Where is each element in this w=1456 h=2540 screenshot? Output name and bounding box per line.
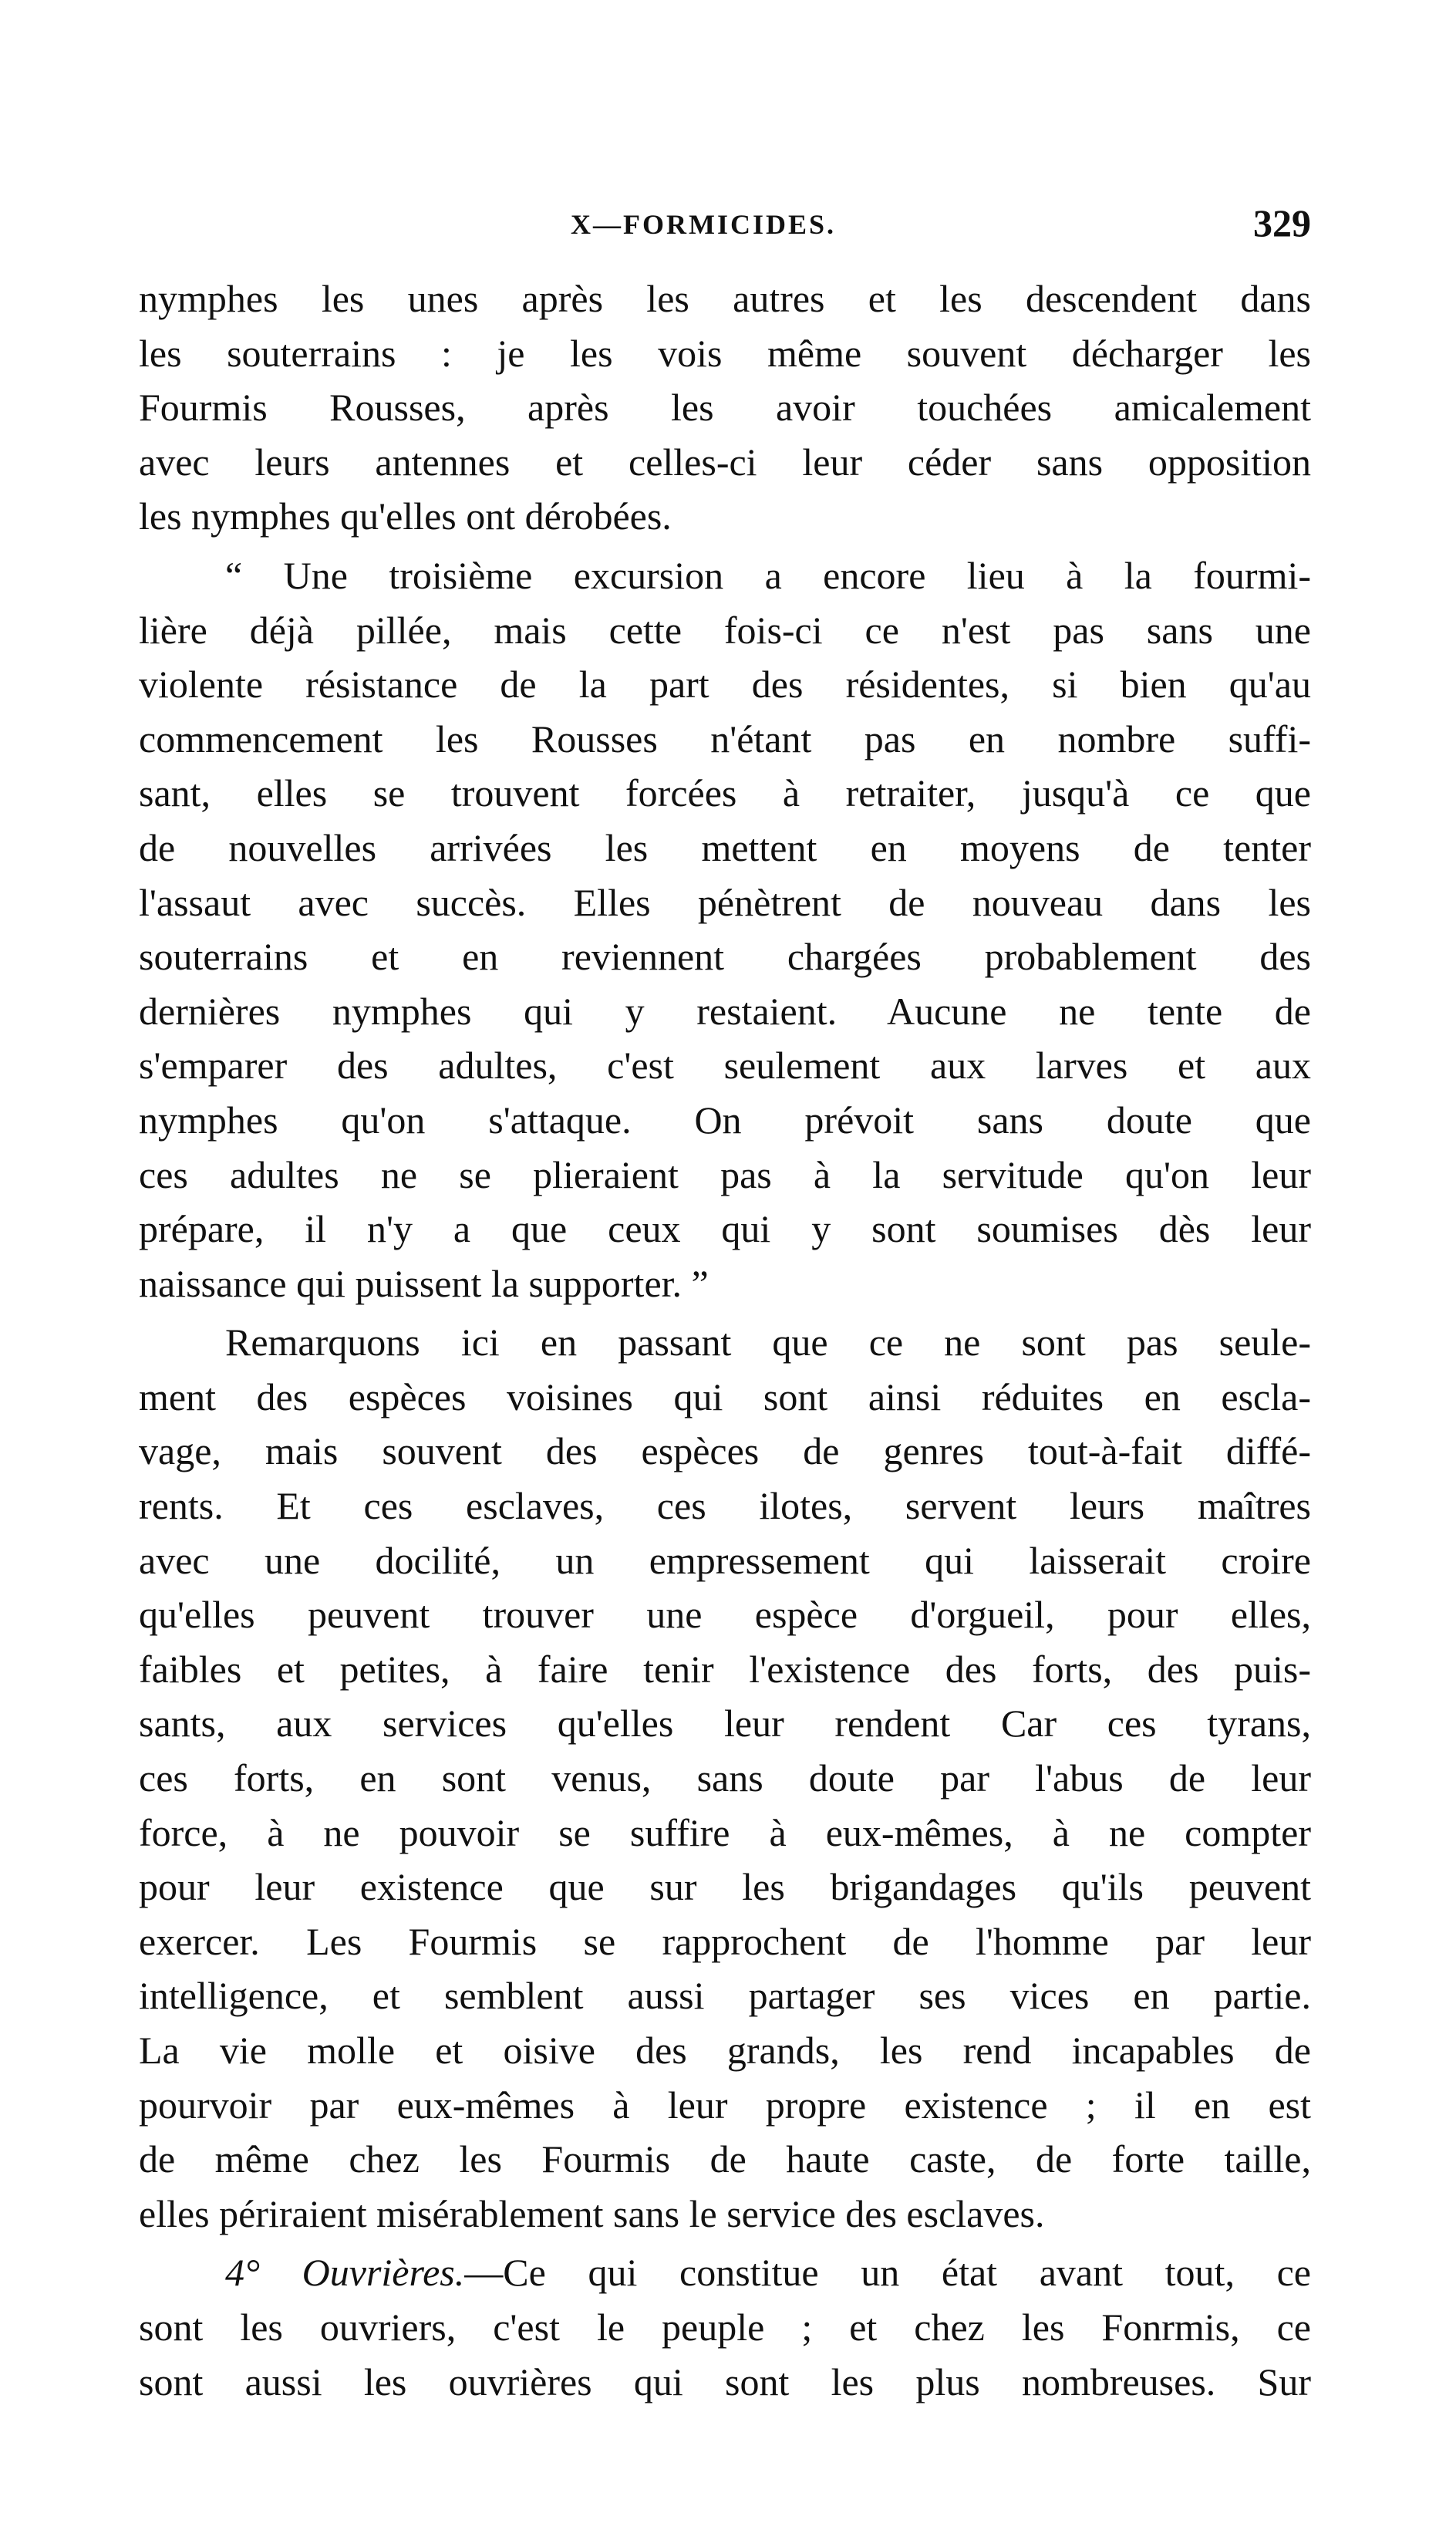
text-line: sants, aux services qu'elles leur rendent Car ces tyrans,	[139, 1702, 1311, 1746]
text-line	[139, 2245, 1311, 2300]
text-line: avec leurs antennes et celles-ci leur céder sans opposition	[139, 440, 1311, 484]
text-line: souterrains et en reviennent chargées probablement des	[139, 935, 1311, 979]
text-line: les nymphes qu'elles ont dérobées.	[139, 494, 672, 538]
text-line: de nouvelles arrivées les mettent en moyens de tenter	[139, 825, 1311, 869]
text-line: s'emparer des adultes, c'est seulement aux larves et aux	[139, 1044, 1311, 1088]
text-line: prépare, il n'y a que ceux qui y sont soumises dès leur	[139, 1207, 1311, 1251]
paragraph-4	[139, 2245, 1311, 2409]
text-line: exercer. Les Fourmis se rapprochent de l'homme par leur	[139, 1919, 1311, 1963]
text-line: naissance qui puissent la supporter. ”	[139, 1261, 709, 1305]
section-heading: 4° Ouvrières.	[225, 2251, 465, 2295]
body-text	[139, 272, 1311, 2409]
text-line: ces adultes ne se plieraient pas à la servitude qu'on leur	[139, 1152, 1311, 1196]
text-line: pourvoir par eux-mêmes à leur propre existence ; il en est	[139, 2083, 1311, 2127]
text-line: sont les ouvriers, c'est le peuple ; et chez les Fonrmis, ce	[139, 2305, 1311, 2349]
text-line: violente résistance de la part des résidentes, si bien qu'au	[139, 663, 1311, 707]
text-line: faibles et petites, à faire tenir l'existence des forts, des puis-	[139, 1647, 1311, 1691]
text-line: vage, mais souvent des espèces de genres tout-à-fait diffé-	[139, 1429, 1311, 1473]
text-line: commencement les Rousses n'étant pas en nombre suffi-	[139, 717, 1311, 761]
text-line: Remarquons ici en passant que ce ne sont pas seule-	[225, 1321, 1311, 1364]
paragraph-2	[139, 548, 1311, 1310]
text-line: “ Une troisième excursion a encore lieu à la fourmi-	[225, 553, 1311, 597]
page-number: 329	[1253, 201, 1311, 245]
text-line: sant, elles se trouvent forcées à retraiter, jusqu'à ce que	[139, 771, 1311, 815]
paragraph-1	[139, 272, 1311, 544]
text-line: ment des espèces voisines qui sont ainsi réduites en escla-	[139, 1375, 1311, 1418]
paragraph-3	[139, 1315, 1311, 2241]
text-line: rents. Et ces esclaves, ces ilotes, servent leurs maîtres	[139, 1484, 1311, 1528]
text-line: Fourmis Rousses, après les avoir touchées amicalement	[139, 386, 1311, 430]
text-line: intelligence, et semblent aussi partager ses vices en partie.	[139, 1974, 1311, 2018]
text-line: les souterrains : je les vois même souvent décharger les	[139, 331, 1311, 375]
text-line: pour leur existence que sur les brigandages qu'ils peuvent	[139, 1865, 1311, 1909]
text-line: avec une docilité, un empressement qui laisserait croire	[139, 1538, 1311, 1582]
text-line: force, à ne pouvoir se suffire à eux-mêmes, à ne compter	[139, 1810, 1311, 1854]
text-line: lière déjà pillée, mais cette fois-ci ce n'est pas sans une	[139, 608, 1311, 652]
section-title: X—FORMICIDES.	[571, 209, 837, 240]
text-line: l'assaut avec succès. Elles pénètrent de nouveau dans les	[139, 880, 1311, 924]
text-line: sont aussi les ouvrières qui sont les plus nombreuses. Sur	[139, 2360, 1311, 2403]
running-head	[139, 201, 1311, 255]
text-line: elles périraient misérablement sans le service des esclaves.	[139, 2191, 1045, 2235]
heading-continuation: —Ce qui constitue un état avant tout, ce	[464, 2251, 1311, 2295]
text-line: nymphes les unes après les autres et les descendent dans	[139, 277, 1311, 320]
text-line: qu'elles peuvent trouver une espèce d'orgueil, pour elles,	[139, 1593, 1311, 1637]
text-line: dernières nymphes qui y restaient. Aucune ne tente de	[139, 989, 1311, 1033]
text-line: ces forts, en sont venus, sans doute par l'abus de leur	[139, 1756, 1311, 1800]
text-line: La vie molle et oisive des grands, les rend incapables de	[139, 2029, 1311, 2072]
text-line: de même chez les Fourmis de haute caste, de forte taille,	[139, 2137, 1311, 2181]
text-line: nymphes qu'on s'attaque. On prévoit sans doute que	[139, 1098, 1311, 1142]
